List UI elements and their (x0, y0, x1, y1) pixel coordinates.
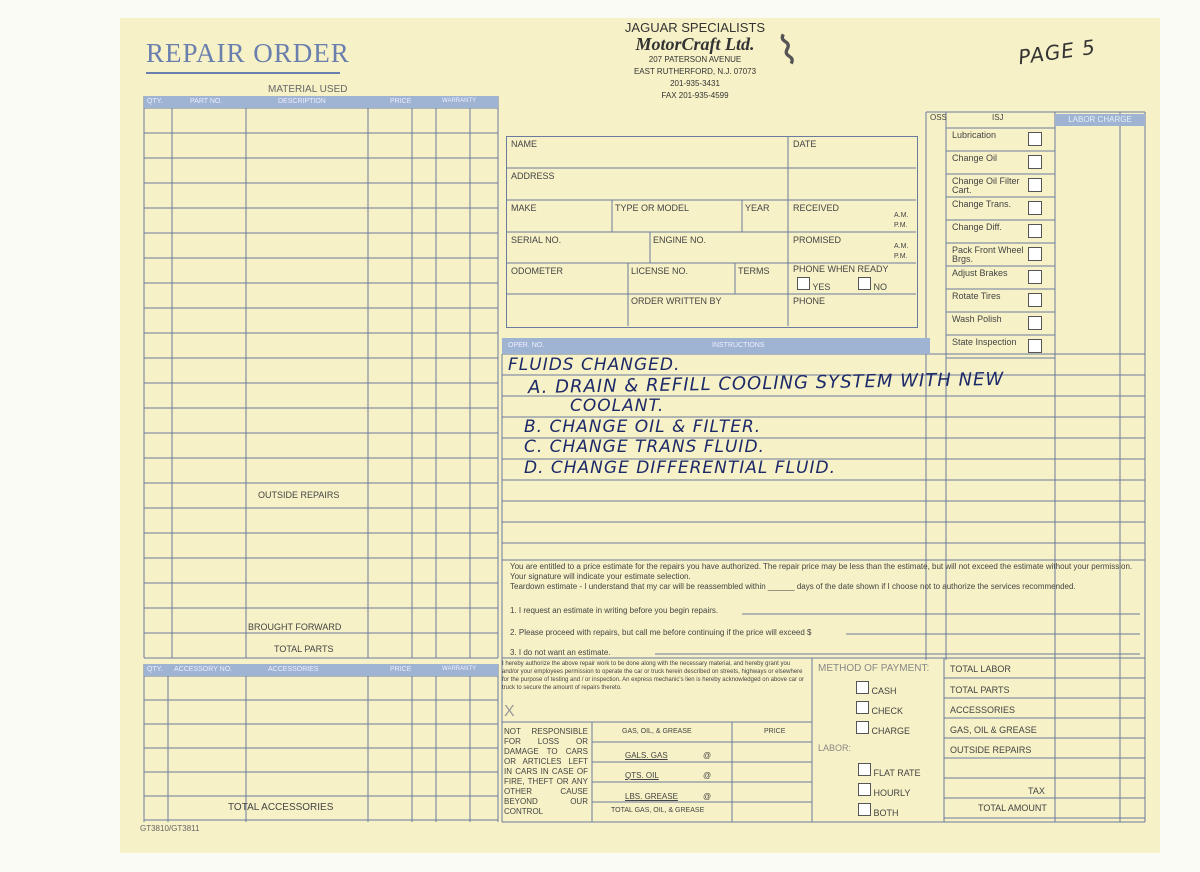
cash-label: CASH (871, 686, 897, 696)
ready-no-option[interactable] (858, 277, 887, 292)
form-number: GT3810/GT3811 (140, 824, 200, 833)
promised-pm: P.M. (894, 253, 908, 260)
shop-name: MotorCraft Ltd. (635, 34, 755, 54)
shop-fax: FAX 201-935-4599 (661, 91, 729, 100)
service-item-label: Adjust Brakes (952, 268, 1008, 278)
title-underline (146, 72, 340, 74)
teardown-paragraph: Teardown estimate - I understand that my car will be reassembled within ______ days of the date shown if I choose not to authorize the services recommended. (510, 582, 1076, 591)
hourly-checkbox[interactable] (858, 783, 871, 796)
serial-field[interactable]: SERIAL NO. (511, 235, 562, 245)
service-item-label: Change Diff. (952, 222, 1002, 232)
address-field[interactable]: ADDRESS (511, 171, 555, 181)
instruction-line-4: B. CHANGE OIL & FILTER. (524, 417, 762, 437)
labor-flat-rate[interactable] (858, 763, 921, 778)
terms-field[interactable]: TERMS (738, 266, 770, 276)
service-item-label: Change Oil (952, 153, 998, 163)
total-accessories-label: TOTAL ACCESSORIES (228, 802, 334, 813)
promised-field[interactable]: PROMISED (793, 235, 842, 245)
lbs-at: @ (703, 792, 712, 801)
gals-gas-label: GALS. GAS (625, 751, 668, 760)
oss-label: OSS (930, 113, 947, 122)
col-warranty: WARRANTY (442, 98, 477, 104)
service-item-checkbox[interactable] (1028, 247, 1042, 261)
cash-checkbox[interactable] (856, 681, 869, 694)
make-field[interactable]: MAKE (511, 203, 537, 213)
payment-check[interactable] (856, 701, 903, 716)
acc-col-name: ACCESSORIES (268, 666, 319, 673)
total-parts-label: TOTAL PARTS (274, 644, 334, 654)
acc-col-price: PRICE (390, 666, 412, 673)
phone-when-ready-label: PHONE WHEN READY (793, 264, 889, 274)
charge-checkbox[interactable] (856, 721, 869, 734)
service-item-label: Change Trans. (952, 199, 1012, 209)
acc-col-qty: QTY. (147, 666, 163, 673)
col-part-no: PART NO. (190, 98, 223, 105)
service-item-label: Change Oil Filter Cart. (952, 176, 1020, 195)
col-description: DESCRIPTION (278, 98, 326, 105)
estimate-option-1[interactable]: 1. I request an estimate in writing before you begin repairs. (510, 606, 719, 615)
shop-phone: 201-935-3431 (670, 79, 720, 88)
gas-header: GAS, OIL, & GREASE (622, 728, 692, 735)
payment-cash[interactable] (856, 681, 897, 696)
instruction-line-1: FLUIDS CHANGED. (508, 355, 681, 375)
gas-summary-label: GAS, OIL & GREASE (950, 725, 1037, 735)
jaguar-logo-icon: ⌇ (772, 27, 803, 75)
material-used-label: MATERIAL USED (268, 84, 348, 95)
name-field[interactable]: NAME (511, 139, 538, 149)
service-item-checkbox[interactable] (1028, 132, 1042, 146)
check-checkbox[interactable] (856, 701, 869, 714)
year-field[interactable]: YEAR (745, 203, 770, 213)
lbs-grease-label: LBS. GREASE (625, 792, 678, 801)
col-price: PRICE (390, 98, 412, 105)
service-item-label: State Inspection (952, 337, 1017, 347)
brought-forward-label: BROUGHT FORWARD (248, 622, 342, 632)
labor-charge-header: LABOR CHARGE (1055, 114, 1145, 126)
service-item-label: Rotate Tires (952, 291, 1001, 301)
service-item-checkbox[interactable] (1028, 178, 1042, 192)
shop-specialty: JAGUAR SPECIALISTS (624, 20, 766, 35)
service-item-checkbox[interactable] (1028, 224, 1042, 238)
labor-hourly[interactable] (858, 783, 910, 798)
tax-label: TAX (1028, 786, 1045, 796)
flat-rate-label: FLAT RATE (873, 768, 921, 778)
service-item-label: Pack Front Wheel Brgs. (952, 245, 1024, 264)
check-label: CHECK (871, 706, 904, 716)
acc-col-warranty: WARRANTY (442, 666, 477, 672)
instruction-line-3: COOLANT. (570, 396, 665, 416)
form-title: REPAIR ORDER (146, 38, 350, 68)
service-item-checkbox[interactable] (1028, 316, 1042, 330)
shop-address2: EAST RUTHERFORD, N.J. 07073 (633, 67, 757, 76)
service-item-label: Lubrication (952, 130, 997, 140)
total-labor-label: TOTAL LABOR (950, 664, 1011, 674)
payment-charge[interactable] (856, 721, 910, 736)
estimate-paragraph: You are entitled to a price estimate for the repairs you have authorized. The repair price may be less than the estimate, but will not exceed the estimate without your permission. Your signature will indicate your estimate selection. (510, 562, 1133, 581)
acc-col-no: ACCESSORY NO. (174, 666, 233, 673)
instruction-line-2: A. DRAIN & REFILL COOLING SYSTEM WITH NEW (527, 368, 1005, 399)
no-label: NO (873, 282, 888, 292)
received-pm: P.M. (894, 222, 908, 229)
yes-checkbox[interactable] (797, 277, 810, 290)
qts-at: @ (703, 771, 712, 780)
labor-both[interactable] (858, 803, 899, 818)
signature-x[interactable]: X (504, 703, 515, 720)
liability-notice: NOT RESPONSIBLE FOR LOSS OR DAMAGE TO CARS OR ARTICLES LEFT IN CARS IN CASE OF FIRE, THEFT OR ANY OTHER CAUSE BEYOND OUR CONTROL (504, 727, 588, 816)
odometer-field[interactable]: ODOMETER (511, 266, 564, 276)
both-label: BOTH (873, 808, 899, 818)
estimate-notice (510, 562, 1142, 592)
outside-repairs-label: OUTSIDE REPAIRS (258, 490, 340, 500)
oper-no-label: OPER. NO. (508, 342, 545, 349)
qts-oil-label: QTS. OIL (625, 771, 659, 780)
gas-price-header: PRICE (764, 728, 786, 735)
order-written-by-field[interactable]: ORDER WRITTEN BY (631, 296, 722, 306)
both-checkbox[interactable] (858, 803, 871, 816)
engine-field[interactable]: ENGINE NO. (653, 235, 707, 245)
yes-label: YES (812, 282, 831, 292)
instructions-label: INSTRUCTIONS (712, 342, 765, 349)
received-field[interactable]: RECEIVED (793, 203, 840, 213)
promised-am: A.M. (894, 243, 909, 250)
isj-label: ISJ (992, 113, 1004, 122)
gals-at: @ (703, 751, 712, 760)
estimate-option-3[interactable]: 3. I do not want an estimate. (510, 648, 611, 657)
instruction-line-6: D. CHANGE DIFFERENTIAL FLUID. (524, 458, 836, 478)
received-am: A.M. (894, 212, 909, 219)
flat-rate-checkbox[interactable] (858, 763, 871, 776)
model-field[interactable]: TYPE OR MODEL (615, 203, 690, 213)
total-parts-summary-label: TOTAL PARTS (950, 685, 1010, 695)
license-field[interactable]: LICENSE NO. (631, 266, 689, 276)
hourly-label: HOURLY (873, 788, 911, 798)
outside-repairs-summary-label: OUTSIDE REPAIRS (950, 745, 1032, 755)
instruction-line-5: C. CHANGE TRANS FLUID. (524, 437, 765, 457)
charge-label: CHARGE (871, 726, 911, 736)
date-field[interactable]: DATE (793, 139, 817, 149)
no-checkbox[interactable] (858, 277, 871, 290)
page-note: PAGE 5 (1016, 34, 1098, 70)
estimate-option-2[interactable]: 2. Please proceed with repairs, but call me before continuing if the price will exceed $ (510, 628, 812, 637)
service-item-checkbox[interactable] (1028, 339, 1042, 353)
authorization-text: I hereby authorize the above repair work to be done along with the necessary material, and hereby grant you and/or your employees permission to operate the car or truck herein described on streets, highways or elsewhere for the purpose of testing and / or inspection. An express mechanic's lien is hereby acknowledged on above car or truck to secure the amount of repairs thereto. (502, 661, 804, 691)
accessories-summary-label: ACCESSORIES (950, 705, 1016, 715)
phone-field[interactable]: PHONE (793, 296, 826, 306)
ready-yes-option[interactable] (797, 277, 830, 292)
service-item-label: Wash Polish (952, 314, 1002, 324)
col-qty: QTY. (147, 98, 163, 105)
service-item-checkbox[interactable] (1028, 270, 1042, 284)
shop-address1: 207 PATERSON AVENUE (648, 55, 742, 64)
service-item-checkbox[interactable] (1028, 293, 1042, 307)
service-item-checkbox[interactable] (1028, 201, 1042, 215)
service-item-checkbox[interactable] (1028, 155, 1042, 169)
payment-method-label: METHOD OF PAYMENT: (818, 663, 930, 674)
total-amount-label: TOTAL AMOUNT (978, 803, 1047, 813)
gas-total-label: TOTAL GAS, OIL, & GREASE (611, 807, 705, 814)
labor-type-label: LABOR: (818, 743, 852, 753)
